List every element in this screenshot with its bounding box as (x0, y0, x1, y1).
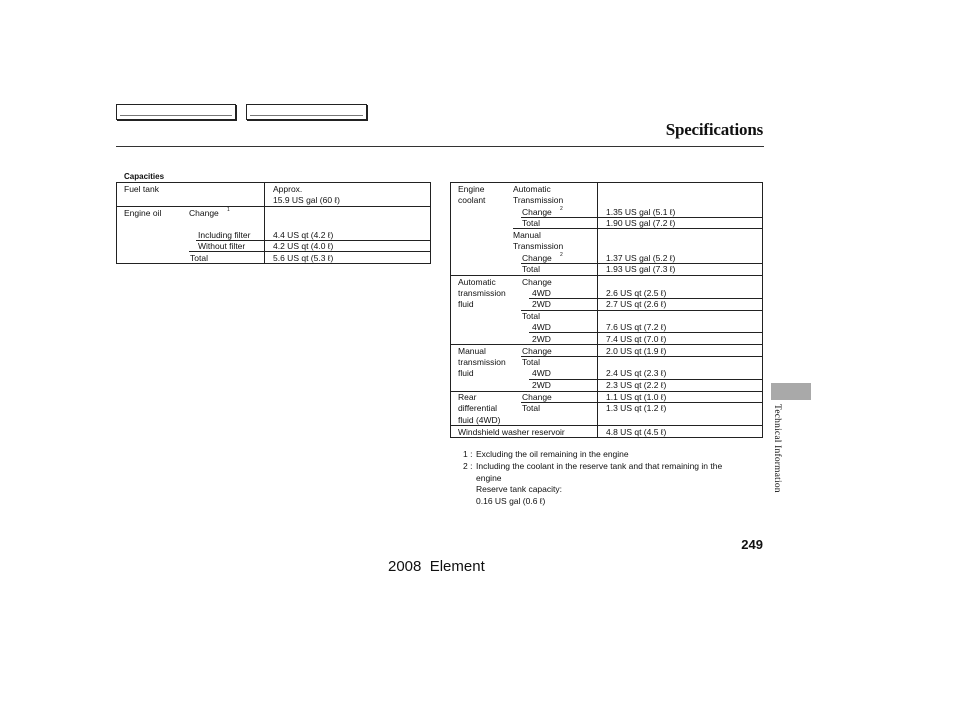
table-divider (450, 344, 763, 345)
rear-diff-label-1: Rear (458, 392, 477, 402)
mtf-total-4wd-value: 2.4 US qt (2.3 ℓ) (606, 368, 667, 378)
atf-change-2wd-label: 2WD (532, 299, 551, 309)
engine-oil-label: Engine oil (124, 208, 162, 218)
row-divider (521, 310, 763, 311)
engine-oil-total-label: Total (190, 253, 208, 263)
mtf-label-2: transmission (458, 357, 506, 367)
table-divider (450, 275, 763, 276)
table-border (450, 182, 763, 183)
footnote-1-number: 1 : (463, 449, 473, 459)
rear-diff-change-label: Change (522, 392, 552, 402)
rear-diff-change-value: 1.1 US qt (1.0 ℓ) (606, 392, 667, 402)
rear-diff-total-value: 1.3 US qt (1.2 ℓ) (606, 403, 667, 413)
coolant-auto-label-2: Transmission (513, 195, 564, 205)
footnote-2-line-1: Including the coolant in the reserve tank and that remaining in the (476, 461, 723, 471)
row-divider (513, 228, 763, 229)
footnote-2-number: 2 : (463, 461, 473, 471)
coolant-manual-change-value: 1.37 US gal (5.2 ℓ) (606, 253, 676, 263)
footnote-2-line-3: Reserve tank capacity: (476, 484, 562, 494)
table-divider (116, 206, 431, 207)
atf-label-2: transmission (458, 288, 506, 298)
without-filter-value: 4.2 US qt (4.0 ℓ) (273, 241, 334, 251)
atf-total-2wd-value: 7.4 US qt (7.0 ℓ) (606, 334, 667, 344)
row-divider (529, 332, 763, 333)
mtf-label-1: Manual (458, 346, 486, 356)
nav-tab-2[interactable] (246, 104, 367, 120)
footnote-2-line-4: 0.16 US gal (0.6 ℓ) (476, 496, 546, 506)
coolant-label-2: coolant (458, 195, 486, 205)
table-border (116, 263, 431, 264)
nav-tab-2-underline (250, 108, 363, 116)
coolant-label-1: Engine (458, 184, 485, 194)
coolant-auto-change-value: 1.35 US gal (5.1 ℓ) (606, 207, 676, 217)
footer-model: 2008 Element (388, 558, 485, 575)
page-number: 249 (741, 537, 763, 552)
table-divider (450, 425, 763, 426)
page-title: Specifications (665, 120, 763, 139)
atf-total-4wd-label: 4WD (532, 322, 551, 332)
atf-label-1: Automatic (458, 277, 496, 287)
atf-total-label: Total (522, 311, 540, 321)
atf-label-3: fluid (458, 299, 474, 309)
mtf-total-label: Total (522, 357, 540, 367)
including-filter-value: 4.4 US qt (4.2 ℓ) (273, 230, 334, 240)
table-border (450, 182, 451, 438)
coolant-manual-label-1: Manual (513, 230, 541, 240)
mtf-change-label: Change (522, 346, 552, 356)
rear-diff-label-2: differential (458, 403, 498, 413)
fuel-tank-value: 15.9 US gal (60 ℓ) (273, 195, 341, 205)
mtf-total-2wd-label: 2WD (532, 380, 551, 390)
footnote-2-line-2: engine (476, 473, 502, 483)
coolant-auto-total-label: Total (522, 218, 540, 228)
section-side-tab[interactable] (771, 383, 811, 400)
mtf-label-3: fluid (458, 368, 474, 378)
coolant-auto-label-1: Automatic (513, 184, 551, 194)
coolant-auto-total-value: 1.90 US gal (7.2 ℓ) (606, 218, 676, 228)
nav-tab-1[interactable] (116, 104, 236, 120)
mtf-change-value: 2.0 US qt (1.9 ℓ) (606, 346, 667, 356)
title-rule (116, 146, 764, 147)
footnote-marker: 2 (560, 206, 563, 212)
without-filter-label: Without filter (198, 241, 246, 251)
mtf-total-4wd-label: 4WD (532, 368, 551, 378)
washer-value: 4.8 US qt (4.5 ℓ) (606, 427, 667, 437)
fuel-tank-label: Fuel tank (124, 184, 159, 194)
atf-change-4wd-value: 2.6 US qt (2.5 ℓ) (606, 288, 667, 298)
table-border (116, 182, 117, 264)
fuel-tank-qualifier: Approx. (273, 184, 303, 194)
washer-label: Windshield washer reservoir (458, 427, 565, 437)
capacities-heading: Capacities (124, 172, 165, 181)
rear-diff-label-3: fluid (4WD) (458, 415, 501, 425)
table-border (116, 182, 431, 183)
coolant-manual-label-2: Transmission (513, 241, 564, 251)
section-side-label: Technical Information (772, 404, 782, 493)
atf-change-2wd-value: 2.7 US qt (2.6 ℓ) (606, 299, 667, 309)
table-divider (189, 251, 264, 252)
coolant-auto-change-label: Change (522, 207, 552, 217)
table-border (450, 437, 763, 438)
footnote-1-text: Excluding the oil remaining in the engine (476, 449, 629, 459)
table-divider (264, 251, 431, 252)
coolant-manual-total-label: Total (522, 264, 540, 274)
including-filter-label: Including filter (198, 230, 251, 240)
atf-total-4wd-value: 7.6 US qt (7.2 ℓ) (606, 322, 667, 332)
rear-diff-total-label: Total (522, 403, 540, 413)
row-divider (521, 356, 763, 357)
engine-oil-total-value: 5.6 US qt (5.3 ℓ) (273, 253, 334, 263)
coolant-manual-total-value: 1.93 US gal (7.3 ℓ) (606, 264, 676, 274)
nav-tab-1-underline (120, 108, 232, 116)
mtf-total-2wd-value: 2.3 US qt (2.2 ℓ) (606, 380, 667, 390)
atf-change-label: Change (522, 277, 552, 287)
footnote-marker: 1 (227, 207, 230, 213)
coolant-manual-change-label: Change (522, 253, 552, 263)
engine-oil-change-label: Change (189, 208, 219, 218)
footnote-marker: 2 (560, 252, 563, 258)
atf-change-4wd-label: 4WD (532, 288, 551, 298)
atf-total-2wd-label: 2WD (532, 334, 551, 344)
